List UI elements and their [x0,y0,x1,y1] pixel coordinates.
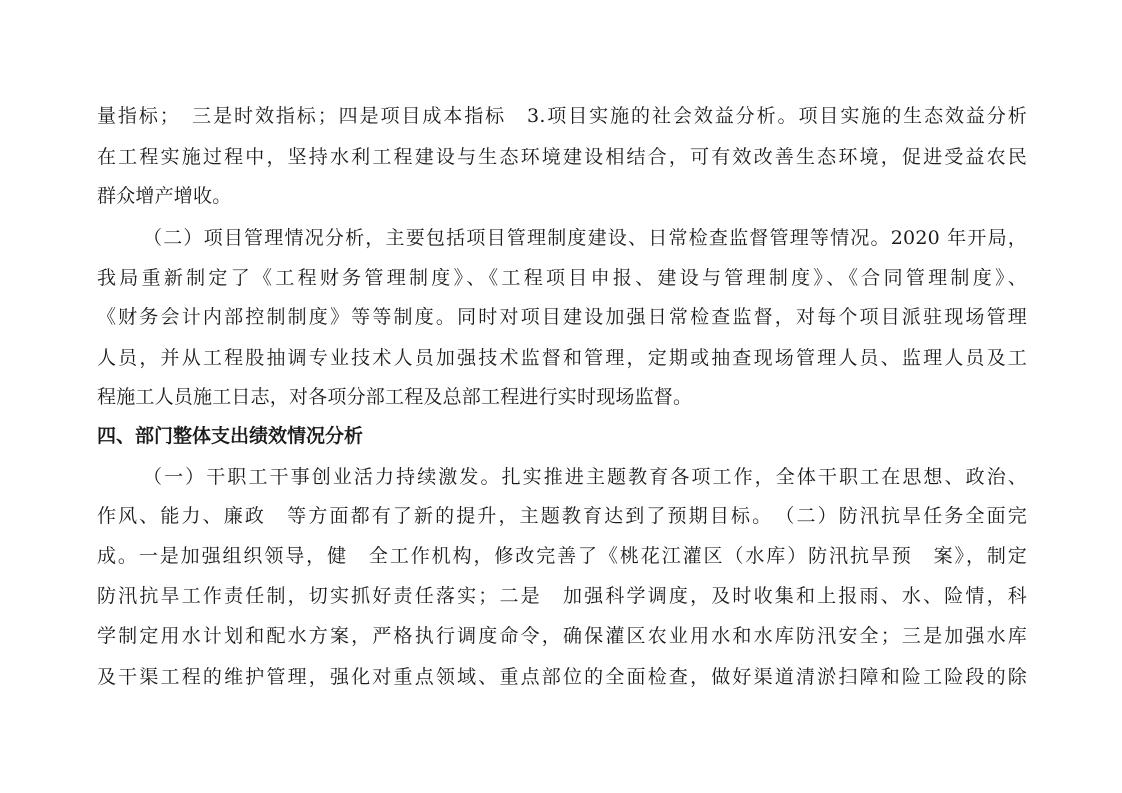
paragraph-2-line-2: 我局重新制定了《工程财务管理制度》、《工程项目申报、建设与管理制度》、《合同管理制度》、 [97,267,1027,289]
paragraph-2-line-1: （二）项目管理情况分析，主要包括项目管理制度建设、日常检查监督管理等情况。2020 年开局， [143,227,1027,249]
paragraph-3-line-5: 学制定用水计划和配水方案，严格执行调度命令，确保灌区农业用水和水库防汛安全；三是加强水库 [97,625,1027,647]
paragraph-1-line-2: 在工程实施过程中，坚持水利工程建设与生态环境建设相结合，可有效改善生态环境，促进受益农民 [97,146,1027,168]
section-heading: 四、部门整体支出绩效情况分析 [97,425,364,447]
paragraph-1-line-3: 群众增产增收。 [97,185,232,207]
paragraph-3-line-6: 及干渠工程的维护管理，强化对重点领域、重点部位的全面检查，做好渠道清淤扫障和险工险段的除 [97,666,1027,688]
paragraph-3-line-3: 成。一是加强组织领导，健 全工作机构，修改完善了《桃花江灌区（水库）防汛抗旱预 案》，制定 [97,545,1027,567]
paragraph-2-line-5: 程施工人员施工日志，对各项分部工程及总部工程进行实时现场监督。 [97,386,693,408]
paragraph-2-line-3: 《财务会计内部控制制度》等等制度。同时对项目建设加强日常检查监督，对每个项目派驻现场管理 [97,306,1027,328]
paragraph-3-line-2: 作风、能力、廉政 等方面都有了新的提升，主题教育达到了预期目标。 （二）防汛抗旱任务全面完 [97,505,1027,527]
paragraph-3-line-4: 防汛抗旱工作责任制，切实抓好责任落实；二是 加强科学调度，及时收集和上报雨、水、险情，科 [97,585,1027,607]
paragraph-3-line-1: （一）干职工干事创业活力持续激发。扎实推进主题教育各项工作，全体干职工在思想、政治、 [143,466,1027,488]
paragraph-2-line-4: 人员，并从工程股抽调专业技术人员加强技术监督和管理，定期或抽查现场管理人员、监理人员及工 [97,347,1027,369]
paragraph-1-line-1: 量指标； 三是时效指标；四是项目成本指标 3.项目实施的社会效益分析。项目实施的生态效益分析 [97,105,1027,127]
